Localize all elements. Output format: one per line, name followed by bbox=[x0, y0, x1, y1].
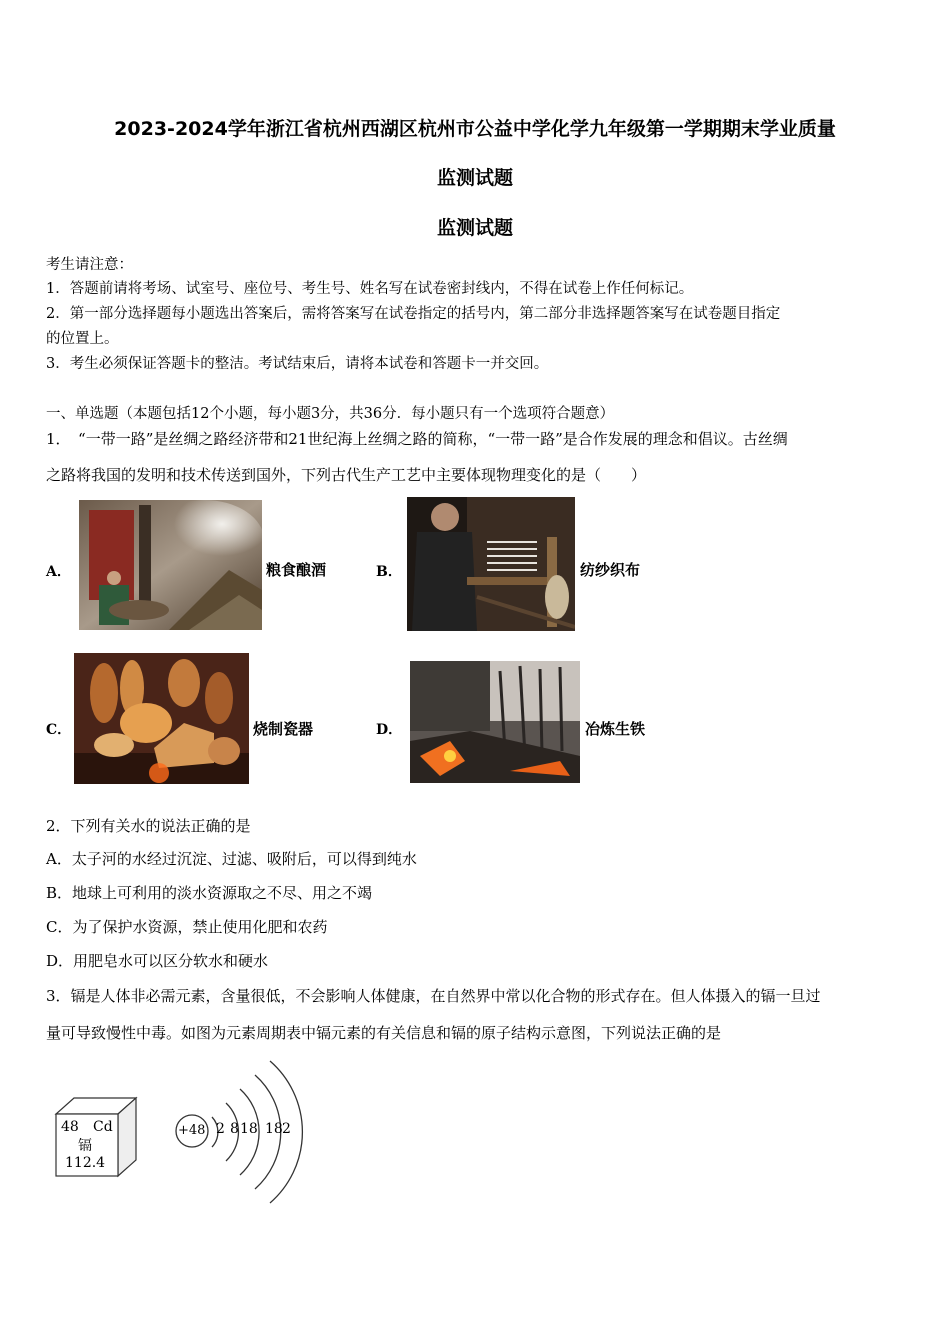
q2-option-b: B．地球上可利用的淡水资源取之不尽、用之不竭 bbox=[46, 884, 373, 902]
page-title-line2: 监测试题 bbox=[436, 167, 513, 189]
q1-stem-line2: 之路将我国的发明和技术传送到国外，下列古代生产工艺中主要体现物理变化的是（ ） bbox=[46, 466, 647, 484]
notice-item-2: 2．第一部分选择题每小题选出答案后，需将答案写在试卷指定的括号内，第二部分非选择题答案写在试卷题目指定 bbox=[46, 306, 781, 322]
q1-option-a-letter: A． bbox=[46, 564, 71, 580]
shell-5-electrons: 2 bbox=[282, 1121, 291, 1137]
q1-option-a-label: 粮食酿酒 bbox=[266, 561, 327, 579]
notice-item-3: 3．考生必须保证答题卡的整洁。考试结束后，请将本试卷和答题卡一并交回。 bbox=[46, 356, 549, 372]
atom-structure-diagram bbox=[170, 1055, 310, 1205]
page-title: 2023-2024学年浙江省杭州西湖区杭州市公益中学化学九年级第一学期期末学业质量 bbox=[114, 118, 836, 140]
q1-option-b-label: 纺纱织布 bbox=[580, 561, 641, 579]
weaving-photo bbox=[407, 497, 575, 631]
q1-option-d-letter: D． bbox=[376, 722, 403, 738]
q3-stem-line2: 量可导致慢性中毒。如图为元素周期表中镉元素的有关信息和镉的原子结构示意图，下列说法正确的是 bbox=[46, 1024, 722, 1042]
cadmium-element-cell bbox=[52, 1094, 144, 1180]
q1-option-c-label: 烧制瓷器 bbox=[253, 720, 314, 738]
shell-2-electrons: 8 bbox=[230, 1121, 239, 1137]
q1-option-c-letter: C． bbox=[46, 722, 72, 738]
shell-3-electrons: 18 bbox=[240, 1121, 258, 1137]
notice-item-1: 1．答题前请将考场、试室号、座位号、考生号、姓名写在试卷密封线内，不得在试卷上作任何标记。 bbox=[46, 281, 694, 297]
element-name: 镉 bbox=[78, 1138, 92, 1154]
q1-option-b-letter: B． bbox=[376, 564, 402, 580]
element-number: 48 bbox=[61, 1119, 79, 1135]
element-symbol: Cd bbox=[93, 1119, 113, 1135]
element-mass: 112.4 bbox=[65, 1155, 106, 1171]
page-subtitle: 监测试题 bbox=[436, 217, 513, 239]
notice-item-2-cont: 的位置上。 bbox=[46, 331, 119, 347]
section-heading: 一、单选题（本题包括12个小题，每小题3分，共36分．每小题只有一个选项符合题意） bbox=[46, 406, 615, 422]
shell-1-electrons: 2 bbox=[216, 1121, 225, 1137]
q2-option-a: A．太子河的水经过沉淀、过滤、吸附后，可以得到纯水 bbox=[46, 850, 417, 868]
q2-option-c: C．为了保护水资源，禁止使用化肥和农药 bbox=[46, 918, 328, 936]
porcelain-kiln-photo bbox=[74, 653, 249, 784]
q1-stem-line1: 1． “一带一路”是丝绸之路经济带和21世纪海上丝绸之路的简称，“一带一路”是合作发展的理念和倡议。古丝绸 bbox=[46, 430, 788, 448]
nucleus-charge: +48 bbox=[178, 1123, 206, 1138]
shell-4-electrons: 18 bbox=[265, 1121, 283, 1137]
iron-smelting-photo bbox=[410, 661, 580, 783]
q1-option-d-label: 冶炼生铁 bbox=[585, 720, 646, 738]
brewing-photo bbox=[79, 500, 262, 630]
q2-option-d: D．用肥皂水可以区分软水和硬水 bbox=[46, 952, 269, 970]
notice-heading: 考生请注意： bbox=[46, 257, 133, 273]
q3-stem-line1: 3．镉是人体非必需元素，含量很低，不会影响人体健康，在自然界中常以化合物的形式存在。但人体摄入的镉一旦过 bbox=[46, 987, 821, 1005]
q2-stem: 2．下列有关水的说法正确的是 bbox=[46, 817, 251, 835]
